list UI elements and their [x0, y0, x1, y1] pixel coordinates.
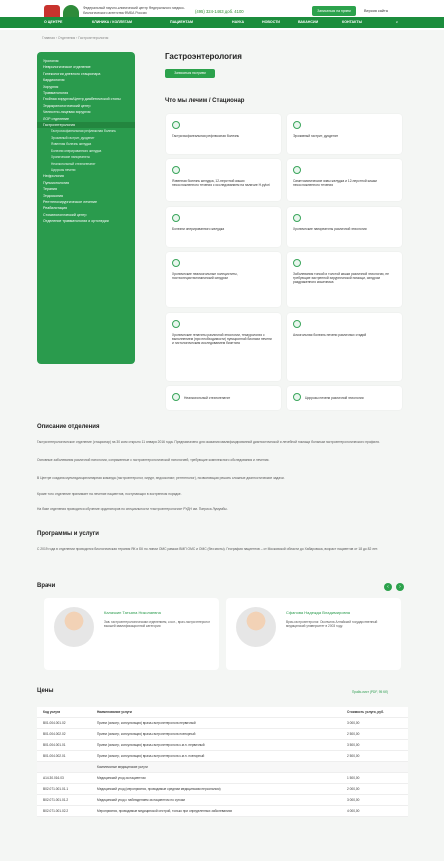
condition-card[interactable] — [166, 313, 281, 381]
cell-code: В01.004.002.01 — [43, 754, 66, 758]
sidebar-item[interactable]: Пульмонология — [43, 180, 70, 185]
sidebar-item[interactable]: Стоматологический центр — [43, 212, 87, 217]
nav-item-science[interactable]: НАУКА — [232, 20, 245, 24]
cell-name: Мероприятия, проводимые медицинской сестрой, только при определенных заболеваниях — [97, 809, 233, 813]
condition-text: Язвенная болезнь желудка, 12-перстной кишки несосложненного течения с исследованием на наличие H.pylori — [172, 179, 270, 188]
cell-name: Комплексные медицинские услуги — [97, 765, 148, 769]
medical-icon — [293, 393, 301, 401]
description-paragraph: На базе отделения проводится обучение ординаторов по специальности «гастроэнтерология» РУДН им. Патриса Лумумбы. — [37, 507, 228, 511]
cell-code: В01.004.002.02 — [43, 732, 66, 736]
nav-item-clinic[interactable]: КЛИНИКА / КОЛЛЕГАМ — [92, 20, 132, 24]
cell-code: В02.071.001.02.2 — [43, 809, 69, 813]
condition-text: Эрозивный гастрит, дуоденит — [293, 134, 339, 138]
sidebar-subitem[interactable]: Неалкогольный стеатогепатит — [51, 161, 96, 166]
medical-icon — [172, 214, 180, 222]
cell-price: 2 000,00 — [347, 787, 360, 791]
search-icon[interactable]: ⌕ — [396, 20, 399, 24]
sidebar-item[interactable]: Гнойная хирургия/Центр диабетической стопы — [43, 97, 121, 102]
condition-text: Болезни оперированного желудка — [172, 227, 225, 231]
condition-text: Алкогольная болезнь печени различных стадий — [293, 333, 367, 337]
cell-name: Прием (осмотр, консультация) врача-гастроэнтеролога к.м.н. повторный — [97, 754, 205, 758]
table-row — [37, 806, 408, 817]
nav-item-news[interactable]: НОВОСТИ — [262, 20, 280, 24]
cell-name: Прием (осмотр, консультация) врача-гастроэнтеролога к.м.н. первичный — [97, 743, 205, 747]
table-row — [37, 773, 408, 784]
sidebar-subitem[interactable]: Циррозы печени — [51, 167, 76, 172]
table-row — [37, 784, 408, 795]
table-header — [37, 707, 408, 718]
col-name: Наименование услуги — [97, 710, 132, 714]
condition-text: Симптоматические язвы желудка и 12-перстной кишки несосложненного течения — [293, 179, 377, 188]
appointment-button-main[interactable]: Записаться на прием — [165, 69, 215, 78]
programs-text: С 2019 года в отделении проводится биологическая терапия ЯК и БК по линии ОМС рамках ВМП ОМС и ОМС (без квоты). География пациентов – от Московской области до Хабаровска, возраст пациентов от 18 до 82 лет. — [37, 547, 378, 551]
programs-title: Программы и услуги — [37, 531, 99, 537]
condition-text: Хронические неалкогольные холециститы, постхолецистэктомический синдром — [172, 272, 238, 281]
we-treat-title: Что мы лечим / Стационар — [165, 98, 245, 104]
cell-price: 3 500,00 — [347, 743, 360, 747]
medical-icon — [172, 121, 180, 129]
table-row — [37, 740, 408, 751]
condition-card[interactable] — [287, 159, 402, 201]
table-group-row — [37, 762, 408, 773]
cell-price: 3 000,00 — [347, 721, 360, 725]
cell-price: 1 500,00 — [347, 776, 360, 780]
price-download-link[interactable]: Прайс-лист (PDF, 95 Кб) — [352, 690, 388, 694]
medical-icon — [293, 121, 301, 129]
cell-code: В01.004.001.01 — [43, 743, 66, 747]
description-paragraph: Основные заболевания различной патологии, сопряженные с гастроэнтерологической патологией, требующие комплексного обследования и лечения. — [37, 458, 270, 462]
sidebar-item[interactable]: Нефрология — [43, 174, 64, 179]
cell-name: Медицинский уход (мероприятия, проводимые средним медицинским персоналом) — [97, 787, 221, 791]
doctor-description: Врач-гастроэнтеролог. Окончила Алтайский государственный медицинский университет в 2003 году. — [286, 620, 378, 629]
nav-item-contacts[interactable]: КОНТАКТЫ — [342, 20, 363, 24]
condition-text: Неалкогольный стеатогепатит — [184, 396, 231, 400]
col-price: Стоимость услуги, руб. — [347, 710, 384, 714]
condition-card[interactable] — [287, 207, 402, 247]
cell-price: 2 500,00 — [347, 754, 360, 758]
doctor-card[interactable] — [226, 598, 401, 670]
condition-card[interactable] — [166, 252, 281, 307]
sidebar-item[interactable]: Отделение травматологии и ортопедии — [43, 219, 109, 224]
sidebar-item[interactable]: Травматология — [43, 91, 69, 96]
condition-text: Хронические гепатиты различной этиологии, тезаурология с выполнением (при необходимости) пункционной биопсии печени и гистологическим исследованием биоптата — [172, 333, 272, 346]
description-paragraph: Кроме того отделение принимает на лечение пациентов, поступающих в экстренном порядке. — [37, 492, 182, 496]
condition-card[interactable] — [287, 114, 402, 154]
cell-name: Медицинский уход с наблюдением за пациентом по суткам — [97, 798, 185, 802]
cell-price: 3 000,00 — [347, 798, 360, 802]
main-nav — [0, 17, 444, 28]
next-arrow-icon[interactable]: › — [396, 583, 404, 591]
condition-card[interactable] — [166, 386, 281, 410]
table-row — [37, 751, 408, 762]
sidebar-item[interactable]: Гинекологии дневного стационара — [43, 71, 101, 76]
condition-card[interactable] — [166, 159, 281, 201]
phone-number[interactable]: (495) 324-1463 доб. 4100 — [195, 9, 244, 14]
sidebar-item[interactable]: Урология — [43, 59, 59, 63]
medical-icon — [293, 320, 301, 328]
lang-switch[interactable]: Версия сайта — [364, 9, 388, 13]
cell-code: В02.071.001.01.2 — [43, 798, 69, 802]
cell-name: Медицинский уход за пациентом — [97, 776, 146, 780]
sidebar-item[interactable]: Челюстно-лицевая хирургия — [43, 110, 91, 115]
table-row — [37, 795, 408, 806]
medical-icon — [172, 320, 180, 328]
sidebar-item[interactable]: Эндоскопия — [43, 193, 63, 198]
sidebar-subitem[interactable]: Хронические панкреатиты — [51, 155, 90, 160]
doctor-card[interactable] — [44, 598, 219, 670]
sidebar-menu — [37, 52, 135, 364]
cell-price: 2 500,00 — [347, 732, 360, 736]
cell-price: 4 000,00 — [347, 809, 360, 813]
sidebar-item[interactable]: Терапия — [43, 187, 57, 192]
doctor-description: Зав. гастроэнтерологическим отделением, к.м.н., врач-гастроэнтеролог высшей квалификационной категории — [104, 620, 211, 629]
condition-card[interactable] — [166, 114, 281, 154]
medical-icon — [293, 259, 301, 267]
doctors-title: Врачи — [37, 583, 56, 589]
medical-icon — [293, 166, 301, 174]
medical-icon — [172, 393, 180, 401]
col-code: Код услуги — [43, 710, 61, 714]
doctor-name[interactable]: Сфанова Надежда Владимировна — [286, 610, 351, 615]
sidebar-item[interactable]: Эндокринологический центр — [43, 103, 91, 108]
table-row — [37, 718, 408, 729]
nav-item-patients[interactable]: ПАЦИЕНТАМ — [170, 20, 193, 24]
cell-code: В02.071.001.01.1 — [43, 787, 69, 791]
medical-icon — [172, 166, 180, 174]
sidebar-subitem[interactable]: Эрозивный гастрит, дуоденит — [51, 135, 95, 140]
prev-arrow-icon[interactable]: ‹ — [384, 583, 392, 591]
description-title: Описание отделения — [37, 424, 100, 430]
doctor-name[interactable]: Калачкин Татьяна Николаевна — [104, 610, 161, 615]
sidebar-item[interactable]: Рентгенохирургическое лечение — [43, 199, 97, 204]
table-row — [37, 729, 408, 740]
condition-card[interactable] — [166, 207, 281, 247]
condition-card[interactable] — [287, 386, 402, 410]
sidebar-item[interactable]: Кардиология — [43, 78, 65, 83]
condition-text: Гастроэзофагеальная рефлюксная болезнь — [172, 134, 240, 138]
breadcrumb[interactable]: Главная › Отделения › Гастроэнтерология — [42, 36, 109, 40]
org-name: Федеральный научно-клинический центр Федерального медико-биологического агентства ФМБА России — [83, 6, 185, 15]
sidebar-subitem[interactable]: Болезни оперированного желудка — [51, 148, 102, 153]
condition-text: Циррозы печени различной этиологии — [305, 396, 364, 400]
condition-text: Хронические панкреатиты различной этиологии — [293, 227, 367, 231]
nav-item-about[interactable]: О ЦЕНТРЕ — [44, 20, 63, 24]
condition-card[interactable] — [287, 252, 402, 307]
medical-icon — [293, 214, 301, 222]
doctor-photo — [236, 607, 276, 647]
doctor-photo — [54, 607, 94, 647]
appointment-button[interactable]: Записаться на прием — [312, 6, 356, 16]
sidebar-item[interactable]: Реабилитация — [43, 206, 68, 211]
sidebar-subitem[interactable]: Язвенная болезнь желудка — [51, 142, 92, 147]
price-table — [37, 707, 408, 817]
cell-name: Прием (осмотр, консультация) врача-гастроэнтеролога первичный — [97, 721, 196, 725]
description-paragraph: Гастроэнтерологическое отделение (стационар) на 30 коек открыто 11 января 2016 года. Предназначено для оказания квалифицированной диагностической и лечебной помощи больным гастроэнтерологического профиля. — [37, 440, 380, 444]
sidebar-item[interactable]: ЛОР отделение — [43, 116, 70, 121]
sidebar-subitem[interactable]: Гастроэзофагеальная рефлюксная болезнь — [51, 129, 116, 134]
cell-code: А14.30.016.03 — [43, 776, 64, 780]
cell-name: Прием (осмотр, консультация) врача-гастроэнтеролога повторный — [97, 732, 196, 736]
condition-card[interactable] — [287, 313, 402, 381]
description-paragraph: В Центре создана мультидисциплинарная команда (гастроэнтеролог, хирург, эндоскопист, рентгенолог), позволяющая решать сложные диагностические задачи. — [37, 476, 285, 480]
condition-text: Заболевания тонкой и толстой кишки различной этиологии, не требующие экстренной хирургической помощи, синдром раздраженного кишечника — [293, 272, 389, 285]
sidebar-item[interactable]: Неврологическое отделение — [43, 65, 91, 70]
medical-icon — [172, 259, 180, 267]
prices-title: Цены — [37, 688, 54, 694]
sidebar-item-active[interactable]: Гастроэнтерология — [37, 122, 135, 128]
nav-item-jobs[interactable]: ВАКАНСИИ — [298, 20, 319, 24]
page-title: Гастроэнтерология — [165, 52, 242, 61]
sidebar-item[interactable]: Хирургия — [43, 84, 59, 89]
cell-code: В01.004.001.02 — [43, 721, 66, 725]
